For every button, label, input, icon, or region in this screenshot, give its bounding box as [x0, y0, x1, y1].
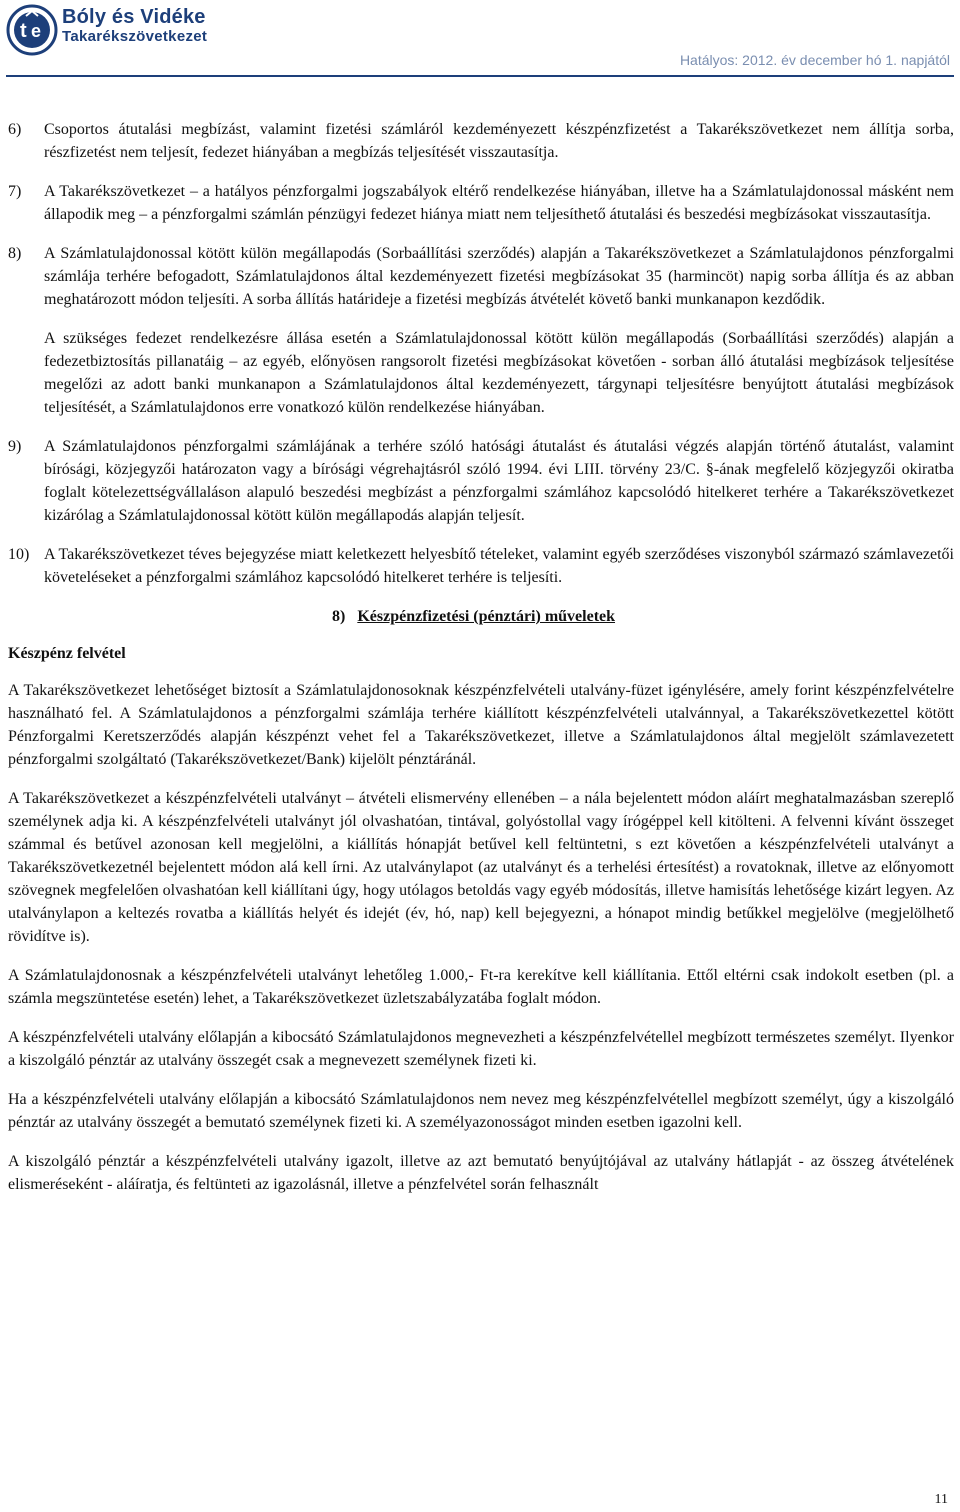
page-header: [0, 0, 960, 90]
svg-text:t: t: [20, 20, 27, 42]
paragraph: Ha a készpénzfelvételi utalvány előlapján a kibocsátó Számlatulajdonos nem nevez meg készpénzfelvétellel megbízott személyt, úgy a kiszolgáló pénztár az utalvány összegét a bemutató személynek fizeti ki. A személyazonosságot minden esetben igazolni kell.: [8, 1091, 954, 1131]
item-text: A Takarékszövetkezet – a hatályos pénzforgalmi jogszabályok eltérő rendelkezése hiányában, illetve ha a Számlatulajdonossal másként nem állapodik meg – a pénzforgalmi számlán pénzügyi fedezet hiánya miatt nem teljesíthető átutalási és beszedési megbízásokat visszautasítja.: [44, 183, 954, 223]
item-number: 10): [8, 546, 30, 563]
item-text: A Számlatulajdonos pénzforgalmi számlájának a terhére szóló hatósági átutalást és átutalási végzés alapján történő átutalást, valamint bírósági, közjegyzői határozaton vagy a bírósági végrehajtásról szóló 1994. évi LIII. törvény 23/C. §-ának megfelelő közjegyzői okiratba foglalt kötelezettségvállaláson alapuló beszedési megbízást a pénzforgalmi számlához kapcsolódó hitelkeret terhére a Takarékszövetkezet kizárólag a Számlatulajdonossal kötött külön megállapodás alapján teljesít.: [44, 438, 954, 524]
effective-date: Hatályos: 2012. év december hó 1. napjától: [679, 52, 950, 68]
paragraph: A Takarékszövetkezet lehetőséget biztosít a Számlatulajdonosoknak készpénzfelvételi utalvány-füzet igénylésére, amely forint készpénzfelvételre használható fel. A Számlatulajdonos a pénzforgalmi számlája terhére kiállított készpénzfelvételi utalvánnyal, a Takarékszövetkezettel kötött Pénzforgalmi Keretszerződés alapján készpénzt vehet fel a Takarékszövetkezet, illetve a Számlatulajdonos által megjelölt számlavezetett pénzforgalmi szolgáltató (Takarékszövetkezet/Bank) kijelölt pénztáránál.: [8, 682, 954, 768]
item-number: 9): [8, 438, 22, 455]
bank-logo-icon: [6, 4, 58, 56]
list-item: [8, 435, 954, 527]
item-number: 6): [8, 121, 22, 138]
section-number: 8): [332, 608, 346, 625]
item-continuation: A szükséges fedezet rendelkezésre állása esetén a Számlatulajdonossal kötött külön megállapodás (Sorbaállítási szerződés) alapján a fedezetbiztosítás pillanatáig – az egyéb, előnyösen rangsorolt fizetési megbízásokat követően - sorban álló átutalási megbízások teljesítése megelőzi az adott banki munkanapon a Számlatulajdonos által kezdeményezett, tárgynapi teljesítésre benyújtott átutalási megbízások teljesítését, a Számlatulajdonos erre vonatkozó külön rendelkezése hiányában.: [44, 330, 954, 416]
svg-text:e: e: [31, 21, 42, 41]
list-item: [8, 180, 954, 226]
item-number: 7): [8, 183, 22, 200]
paragraph: A kiszolgáló pénztár a készpénzfelvételi utalvány igazolt, illetve az azt bemutató benyújtójával az utalvány hátlapját - az összeg átvételének elismeréseként - aláíratja, és feltünteti az igazolásnál, illetve a pénzfelvétel során felhasznált: [8, 1153, 954, 1193]
brand-subtitle: Takarékszövetkezet: [62, 28, 208, 45]
document-body: [8, 118, 954, 1212]
item-number: 8): [8, 245, 22, 262]
item-text: A Számlatulajdonossal kötött külön megállapodás (Sorbaállítási szerződés) alapján a Takarékszövetkezet a Számlatulajdonos pénzforgalmi számlája terhére befogadott, Számlatulajdonos által kezdeményezett fizetési megbízásokat 35 (harmincöt) napig sorba állítja és az abban meghatározott módon teljesíti. A sorba állítás határideje a fizetési megbízás átvételét követő banki munkanapon kezdődik.: [44, 245, 954, 308]
page-number: 11: [934, 1492, 948, 1507]
item-text: Csoportos átutalási megbízást, valamint fizetési számláról kezdeményezett készpénzfizetést a Takarékszövetkezet nem állítja sorba, részfizetést nem teljesít, fedezet hiányában a megbízás teljesítését visszautasítja.: [44, 121, 954, 161]
header-divider: [6, 75, 954, 77]
section-title: Készpénzfizetési (pénztári) műveletek: [357, 608, 616, 625]
list-item: [8, 118, 954, 164]
list-item: [8, 543, 954, 589]
item-text: A Takarékszövetkezet téves bejegyzése miatt keletkezett helyesbítő tételeket, valamint egyéb szerződéses viszonyból származó számlavezetői követeléseket a pénzforgalmi számlához kapcsolódó hitelkeret terhére is teljesíti.: [44, 546, 954, 586]
subheading: Készpénz felvétel: [8, 645, 126, 662]
paragraph: A Takarékszövetkezet a készpénzfelvételi utalványt – átvételi elismervény ellenében – a nála bejelentett módon aláírt meghatalmazásban szereplő személynek adja ki. A készpénzfelvételi utalványt jól olvashatóan, tintával, golyóstollal vagy írógéppel kell kitölteni. A felvenni kívánt összeget számmal és betűvel azonosan kell megjelölni, a kiállítás hónapját betűvel kell feltüntetni, s ezt követően a készpénzfelvételi utalványt a Takarékszövetkezetnél bejelentett módon alá kell írni. Az utalványlapot (az utalványt és a terhelési értesítést) a rovatoknak, illetve az előnyomott szövegnek megfelelően olvashatóan kell kiállítani úgy, hogy utólagos betoldás vagy egyéb módosítás, illetve hamisítás lehetősége kizárt legyen. Az utalványlapon a keltezés rovatba a kiállítás helyét és idejét (év, hó, nap) kell bejegyezni, a hónapot mindig betűkkel megjelölve (megjelölhető rövidítve is).: [8, 790, 954, 945]
section-heading: [332, 605, 954, 628]
list-item: [8, 242, 954, 311]
brand-name: Bóly és Vidéke: [62, 6, 206, 28]
paragraph: A készpénzfelvételi utalvány előlapján a kibocsátó Számlatulajdonos megnevezheti a készpénzfelvétellel megbízott természetes személyt. Ilyenkor a kiszolgáló pénztár az utalvány összegét csak a megnevezett személynek fizeti ki.: [8, 1029, 954, 1069]
brand: [62, 6, 207, 46]
paragraph: A Számlatulajdonosnak a készpénzfelvételi utalványt lehetőleg 1.000,- Ft-ra kerekítve kell kiállítania. Ettől eltérni csak indokolt esetben (pl. a számla megszüntetése esetén) lehet, a Takarékszövetkezet üzletszabályzatába foglalt módon.: [8, 967, 954, 1007]
